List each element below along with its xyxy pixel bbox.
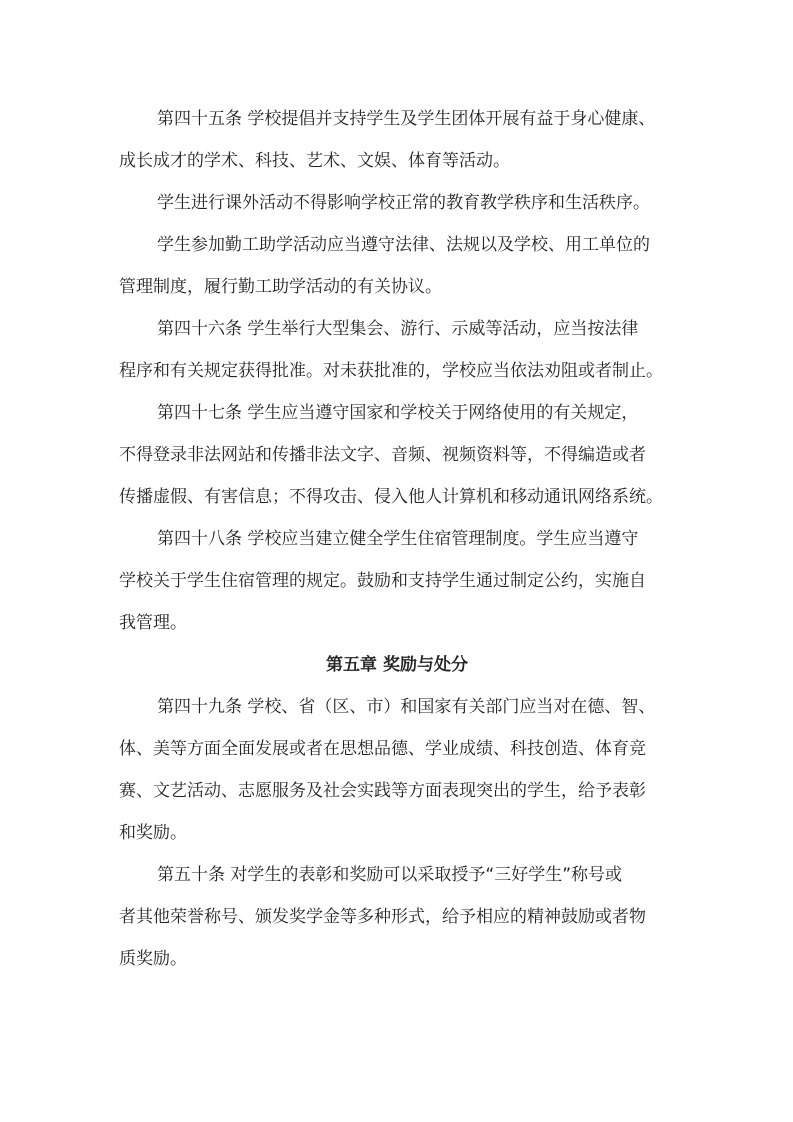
- article-45-paragraph-3-line-1: 学生参加勤工助学活动应当遵守法律、法规以及学校、用工单位的: [157, 235, 650, 255]
- article-49-line-1: 第四十九条 学校、省（区、市）和国家有关部门应当对在德、智、: [157, 697, 656, 717]
- article-50-line-2: 者其他荣誉称号、颁发奖学金等多种形式，给予相应的精神鼓励或者物: [119, 907, 646, 927]
- article-48-line-3: 我管理。: [119, 613, 187, 633]
- article-50-line-3: 质奖励。: [119, 949, 187, 969]
- chapter-5-heading: 第五章 奖励与处分: [326, 655, 468, 675]
- article-45-line-1: 第四十五条 学校提倡并支持学生及学生团体开展有益于身心健康、: [157, 109, 656, 129]
- article-48-line-2: 学校关于学生住宿管理的规定。鼓励和支持学生通过制定公约，实施自: [119, 571, 646, 591]
- article-45-paragraph-3-line-2: 管理制度，履行勤工助学活动的有关协议。: [119, 277, 442, 297]
- article-47-line-2: 不得登录非法网站和传播非法文字、音频、视频资料等，不得编造或者: [119, 445, 646, 465]
- article-46-line-1: 第四十六条 学生举行大型集会、游行、示威等活动，应当按法律: [157, 319, 639, 339]
- article-49-line-2: 体、美等方面全面发展或者在思想品德、学业成绩、科技创造、体育竞: [119, 739, 646, 759]
- article-48-line-1: 第四十八条 学校应当建立健全学生住宿管理制度。学生应当遵守: [157, 529, 639, 549]
- article-45-line-2: 成长成才的学术、科技、艺术、文娱、体育等活动。: [119, 151, 510, 171]
- article-49-line-4: 和奖励。: [119, 823, 187, 843]
- article-47-line-1: 第四十七条 学生应当遵守国家和学校关于网络使用的有关规定，: [157, 403, 639, 423]
- article-50-line-1: 第五十条 对学生的表彰和奖励可以采取授予“三好学生”称号或: [157, 865, 623, 885]
- article-45-paragraph-2: 学生进行课外活动不得影响学校正常的教育教学秩序和生活秩序。: [157, 193, 650, 213]
- article-46-line-2: 程序和有关规定获得批准。对未获批准的，学校应当依法劝阻或者制止。: [119, 361, 663, 381]
- article-47-line-3: 传播虚假、有害信息；不得攻击、侵入他人计算机和移动通讯网络系统。: [119, 487, 663, 507]
- article-49-line-3: 赛、文艺活动、志愿服务及社会实践等方面表现突出的学生，给予表彰: [119, 781, 646, 801]
- document-body: [119, 98, 675, 980]
